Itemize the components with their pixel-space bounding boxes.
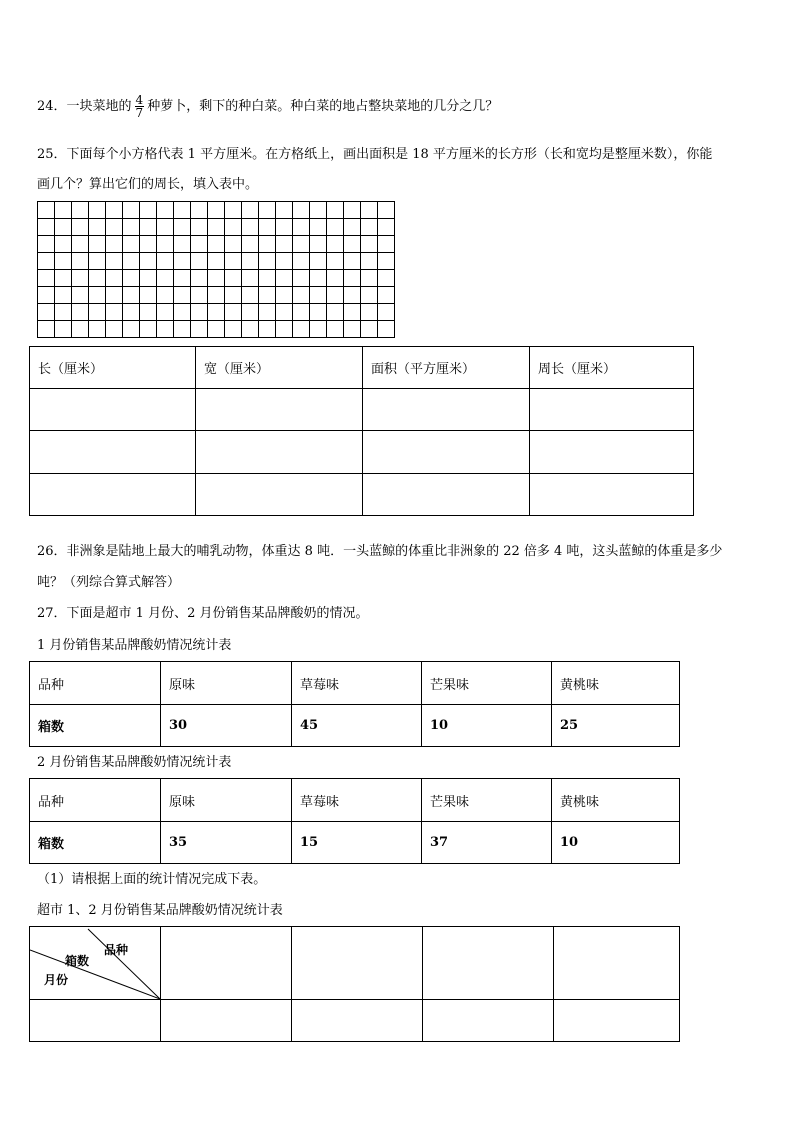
grid-square[interactable]: [293, 253, 310, 270]
grid-square[interactable]: [208, 270, 225, 287]
grid-square[interactable]: [174, 219, 191, 236]
grid-square[interactable]: [55, 304, 72, 321]
grid-row: [38, 219, 395, 236]
grid-square[interactable]: [378, 236, 395, 253]
grid-square[interactable]: [276, 287, 293, 304]
grid-square[interactable]: [344, 321, 361, 338]
grid-square[interactable]: [89, 287, 106, 304]
answer-cell[interactable]: [196, 431, 363, 474]
grid-square[interactable]: [276, 219, 293, 236]
table-cell: 黄桃味: [552, 662, 680, 705]
grid-square[interactable]: [293, 321, 310, 338]
grid-square[interactable]: [89, 304, 106, 321]
grid-square[interactable]: [38, 236, 55, 253]
answer-cell[interactable]: [530, 389, 694, 431]
header-area: 面积（平方厘米）: [363, 347, 530, 389]
grid-square[interactable]: [361, 253, 378, 270]
answer-cell[interactable]: [530, 431, 694, 474]
grid-square[interactable]: [276, 304, 293, 321]
grid-square[interactable]: [123, 253, 140, 270]
table-cell: 25: [552, 705, 680, 747]
grid-square[interactable]: [106, 287, 123, 304]
answer-cell[interactable]: [530, 474, 694, 516]
grid-square[interactable]: [242, 270, 259, 287]
grid-square[interactable]: [378, 321, 395, 338]
grid-square[interactable]: [208, 304, 225, 321]
header-width: 宽（厘米）: [196, 347, 363, 389]
grid-square[interactable]: [327, 236, 344, 253]
grid-square[interactable]: [225, 236, 242, 253]
grid-square[interactable]: [72, 270, 89, 287]
grid-square[interactable]: [106, 253, 123, 270]
grid-square[interactable]: [191, 304, 208, 321]
grid-square[interactable]: [242, 219, 259, 236]
grid-square[interactable]: [89, 219, 106, 236]
fraction-denominator: 7: [135, 106, 144, 120]
grid-square[interactable]: [174, 202, 191, 219]
grid-row: [38, 270, 395, 287]
grid-row: [38, 304, 395, 321]
combined-table-title: 超市 1、2 月份销售某品牌酸奶情况统计表: [37, 903, 283, 918]
table-cell: 10: [552, 822, 680, 864]
grid-row: [38, 287, 395, 304]
grid-square[interactable]: [208, 321, 225, 338]
grid-square[interactable]: [378, 270, 395, 287]
table-row: [30, 705, 680, 747]
grid-square[interactable]: [89, 202, 106, 219]
grid-square[interactable]: [327, 202, 344, 219]
grid-square[interactable]: [106, 219, 123, 236]
answer-cell[interactable]: [423, 927, 554, 1000]
grid-square[interactable]: [157, 304, 174, 321]
grid-square[interactable]: [174, 304, 191, 321]
grid-square[interactable]: [72, 236, 89, 253]
grid-square[interactable]: [55, 321, 72, 338]
grid-square[interactable]: [259, 321, 276, 338]
grid-square[interactable]: [157, 202, 174, 219]
grid-square[interactable]: [327, 253, 344, 270]
grid-row: [38, 202, 395, 219]
grid-square[interactable]: [327, 219, 344, 236]
grid-square[interactable]: [55, 287, 72, 304]
q24-fraction: [135, 94, 145, 119]
grid-square[interactable]: [293, 219, 310, 236]
grid-square[interactable]: [293, 270, 310, 287]
grid-square[interactable]: [276, 236, 293, 253]
grid-square[interactable]: [72, 287, 89, 304]
grid-square[interactable]: [310, 321, 327, 338]
grid-square[interactable]: [191, 219, 208, 236]
grid-square[interactable]: [327, 270, 344, 287]
table-cell: 箱数: [30, 822, 161, 864]
grid-square[interactable]: [89, 270, 106, 287]
grid-square[interactable]: [208, 236, 225, 253]
grid-square[interactable]: [72, 253, 89, 270]
grid-square[interactable]: [106, 236, 123, 253]
q24-text: [37, 94, 498, 119]
feb-table-title: 2 月份销售某品牌酸奶情况统计表: [37, 755, 232, 770]
answer-cell[interactable]: [363, 389, 530, 431]
grid-square[interactable]: [225, 304, 242, 321]
feb-sales-table: [29, 778, 680, 864]
grid-square[interactable]: [293, 236, 310, 253]
grid-square[interactable]: [38, 253, 55, 270]
grid-square[interactable]: [89, 236, 106, 253]
table-row: [30, 1000, 680, 1042]
grid-square[interactable]: [361, 321, 378, 338]
square-grid-paper[interactable]: [37, 201, 395, 338]
grid-square[interactable]: [242, 253, 259, 270]
grid-square[interactable]: [55, 202, 72, 219]
grid-square[interactable]: [55, 219, 72, 236]
table-cell: 10: [422, 705, 552, 747]
grid-square[interactable]: [344, 270, 361, 287]
grid-square[interactable]: [140, 304, 157, 321]
q27-intro: 27．下面是超市 1 月份、2 月份销售某品牌酸奶的情况。: [37, 606, 369, 621]
grid-square[interactable]: [361, 202, 378, 219]
q25-line2: 画几个？算出它们的周长，填入表中。: [37, 177, 259, 192]
table-row: [30, 431, 694, 474]
grid-square[interactable]: [242, 321, 259, 338]
answer-cell[interactable]: [554, 927, 680, 1000]
grid-square[interactable]: [157, 270, 174, 287]
grid-square[interactable]: [242, 304, 259, 321]
grid-square[interactable]: [72, 321, 89, 338]
grid-square[interactable]: [310, 270, 327, 287]
grid-square[interactable]: [174, 236, 191, 253]
grid-square[interactable]: [293, 202, 310, 219]
grid-square[interactable]: [378, 219, 395, 236]
table-cell: 品种: [30, 779, 161, 822]
table-row: [30, 822, 680, 864]
table-cell: 30: [161, 705, 292, 747]
grid-square[interactable]: [225, 270, 242, 287]
grid-square[interactable]: [191, 236, 208, 253]
grid-square[interactable]: [140, 219, 157, 236]
grid-square[interactable]: [157, 287, 174, 304]
grid-square[interactable]: [55, 236, 72, 253]
grid-square[interactable]: [310, 253, 327, 270]
grid-square[interactable]: [38, 321, 55, 338]
grid-square[interactable]: [276, 321, 293, 338]
grid-square[interactable]: [259, 219, 276, 236]
grid-square[interactable]: [344, 236, 361, 253]
grid-square[interactable]: [225, 287, 242, 304]
grid-square[interactable]: [38, 202, 55, 219]
grid-square[interactable]: [259, 236, 276, 253]
grid-square[interactable]: [276, 253, 293, 270]
grid-square[interactable]: [344, 253, 361, 270]
table-row: [30, 927, 680, 1000]
grid-square[interactable]: [310, 219, 327, 236]
answer-cell[interactable]: [30, 474, 196, 516]
grid-square[interactable]: [123, 304, 140, 321]
grid-square[interactable]: [191, 253, 208, 270]
grid-square[interactable]: [174, 287, 191, 304]
grid-square[interactable]: [123, 219, 140, 236]
table-cell: 黄桃味: [552, 779, 680, 822]
grid-square[interactable]: [72, 202, 89, 219]
grid-square[interactable]: [208, 219, 225, 236]
grid-square[interactable]: [89, 253, 106, 270]
q25-line1: 25．下面每个小方格代表 1 平方厘米。在方格纸上，画出面积是 18 平方厘米的长方形（长和宽均是整厘米数），你能: [37, 147, 713, 162]
grid-square[interactable]: [310, 304, 327, 321]
grid-square[interactable]: [174, 253, 191, 270]
grid-square[interactable]: [259, 287, 276, 304]
grid-square[interactable]: [191, 202, 208, 219]
q24-text-after: 种萝卜，剩下的种白菜。种白菜的地占整块菜地的几分之几？: [147, 99, 499, 114]
grid-square[interactable]: [208, 253, 225, 270]
q27-subquestion-1: （1）请根据上面的统计情况完成下表。: [37, 872, 267, 887]
grid-square[interactable]: [310, 202, 327, 219]
table-cell: 原味: [161, 662, 292, 705]
grid-square[interactable]: [191, 321, 208, 338]
diag-label-month: 月份: [44, 973, 69, 987]
grid-square[interactable]: [327, 287, 344, 304]
table-cell: 原味: [161, 779, 292, 822]
grid-square[interactable]: [38, 219, 55, 236]
grid-square[interactable]: [259, 270, 276, 287]
grid-square[interactable]: [378, 202, 395, 219]
grid-square[interactable]: [310, 287, 327, 304]
answer-cell[interactable]: [30, 1000, 161, 1042]
grid-square[interactable]: [208, 202, 225, 219]
table-row: [30, 474, 694, 516]
grid-square[interactable]: [106, 202, 123, 219]
grid-square[interactable]: [106, 304, 123, 321]
answer-cell[interactable]: [423, 1000, 554, 1042]
grid-square[interactable]: [140, 287, 157, 304]
grid-square[interactable]: [378, 287, 395, 304]
grid-square[interactable]: [140, 321, 157, 338]
answer-cell[interactable]: [161, 1000, 292, 1042]
table-cell: 箱数: [30, 705, 161, 747]
grid-square[interactable]: [361, 287, 378, 304]
table-cell: 37: [422, 822, 552, 864]
grid-row: [38, 253, 395, 270]
grid-square[interactable]: [361, 236, 378, 253]
grid-square[interactable]: [38, 304, 55, 321]
table-cell: 45: [292, 705, 422, 747]
grid-square[interactable]: [123, 202, 140, 219]
grid-square[interactable]: [140, 202, 157, 219]
grid-row: [38, 321, 395, 338]
grid-square[interactable]: [191, 287, 208, 304]
table-row: [30, 389, 694, 431]
grid-square[interactable]: [344, 202, 361, 219]
grid-square[interactable]: [310, 236, 327, 253]
grid-square[interactable]: [225, 219, 242, 236]
table-cell: 35: [161, 822, 292, 864]
grid-square[interactable]: [123, 236, 140, 253]
table-cell: 芒果味: [422, 662, 552, 705]
grid-square[interactable]: [106, 270, 123, 287]
table-cell: 品种: [30, 662, 161, 705]
grid-square[interactable]: [55, 270, 72, 287]
answer-cell[interactable]: [30, 389, 196, 431]
table-cell: 草莓味: [292, 662, 422, 705]
diagonal-lines: [30, 927, 160, 999]
grid-square[interactable]: [225, 321, 242, 338]
grid-square[interactable]: [225, 202, 242, 219]
grid-square[interactable]: [157, 219, 174, 236]
jan-sales-table: [29, 661, 680, 747]
grid-square[interactable]: [378, 253, 395, 270]
grid-square[interactable]: [259, 202, 276, 219]
grid-square[interactable]: [344, 287, 361, 304]
q25-table: [29, 346, 694, 516]
answer-cell[interactable]: [161, 927, 292, 1000]
table-cell: 15: [292, 822, 422, 864]
grid-square[interactable]: [174, 270, 191, 287]
grid-square[interactable]: [327, 304, 344, 321]
header-length: 长（厘米）: [30, 347, 196, 389]
answer-cell[interactable]: [292, 927, 423, 1000]
grid-row: [38, 236, 395, 253]
grid-square[interactable]: [344, 304, 361, 321]
grid-square[interactable]: [123, 287, 140, 304]
q26-line2: 吨？（列综合算式解答）: [37, 575, 181, 590]
grid-square[interactable]: [276, 202, 293, 219]
grid-square[interactable]: [38, 287, 55, 304]
diagonal-header-cell: [30, 927, 161, 1000]
combined-sales-table: [29, 926, 680, 1042]
grid-square[interactable]: [191, 270, 208, 287]
grid-square[interactable]: [89, 321, 106, 338]
grid-square[interactable]: [140, 253, 157, 270]
grid-square[interactable]: [72, 304, 89, 321]
grid-square[interactable]: [123, 321, 140, 338]
table-cell: 草莓味: [292, 779, 422, 822]
diag-label-boxes: 箱数: [65, 954, 90, 968]
answer-cell[interactable]: [554, 1000, 680, 1042]
table-row: [30, 779, 680, 822]
grid-square[interactable]: [140, 236, 157, 253]
answer-cell[interactable]: [196, 389, 363, 431]
q25-table-header-row: [30, 347, 694, 389]
jan-table-title: 1 月份销售某品牌酸奶情况统计表: [37, 638, 232, 653]
answer-cell[interactable]: [30, 431, 196, 474]
grid-square[interactable]: [157, 236, 174, 253]
grid-square[interactable]: [208, 287, 225, 304]
grid-square[interactable]: [140, 270, 157, 287]
grid-square[interactable]: [259, 253, 276, 270]
grid-square[interactable]: [55, 253, 72, 270]
grid-square[interactable]: [242, 287, 259, 304]
answer-cell[interactable]: [363, 474, 530, 516]
grid-square[interactable]: [72, 219, 89, 236]
grid-square[interactable]: [293, 304, 310, 321]
grid-square[interactable]: [174, 321, 191, 338]
grid-square[interactable]: [327, 321, 344, 338]
grid-square[interactable]: [38, 270, 55, 287]
grid-square[interactable]: [259, 304, 276, 321]
grid-square[interactable]: [225, 253, 242, 270]
grid-square[interactable]: [242, 202, 259, 219]
grid-square[interactable]: [123, 270, 140, 287]
q24-text-before: 24．一块菜地的: [37, 99, 132, 114]
grid-square[interactable]: [276, 270, 293, 287]
diag-label-variety: 品种: [104, 943, 129, 957]
grid-square[interactable]: [361, 270, 378, 287]
grid-square[interactable]: [106, 321, 123, 338]
grid-square[interactable]: [157, 321, 174, 338]
q26-line1: 26．非洲象是陆地上最大的哺乳动物，体重达 8 吨．一头蓝鲸的体重比非洲象的 22 倍多 4 吨，这头蓝鲸的体重是多少: [37, 544, 723, 559]
grid-square[interactable]: [293, 287, 310, 304]
table-row: [30, 662, 680, 705]
fraction-numerator: 4: [135, 93, 144, 107]
answer-cell[interactable]: [363, 431, 530, 474]
grid-square[interactable]: [242, 236, 259, 253]
answer-cell[interactable]: [196, 474, 363, 516]
answer-cell[interactable]: [292, 1000, 423, 1042]
grid-square[interactable]: [344, 219, 361, 236]
grid-square[interactable]: [361, 219, 378, 236]
grid-square[interactable]: [157, 253, 174, 270]
grid-square[interactable]: [361, 304, 378, 321]
table-cell: 芒果味: [422, 779, 552, 822]
header-perimeter: 周长（厘米）: [530, 347, 694, 389]
grid-square[interactable]: [378, 304, 395, 321]
